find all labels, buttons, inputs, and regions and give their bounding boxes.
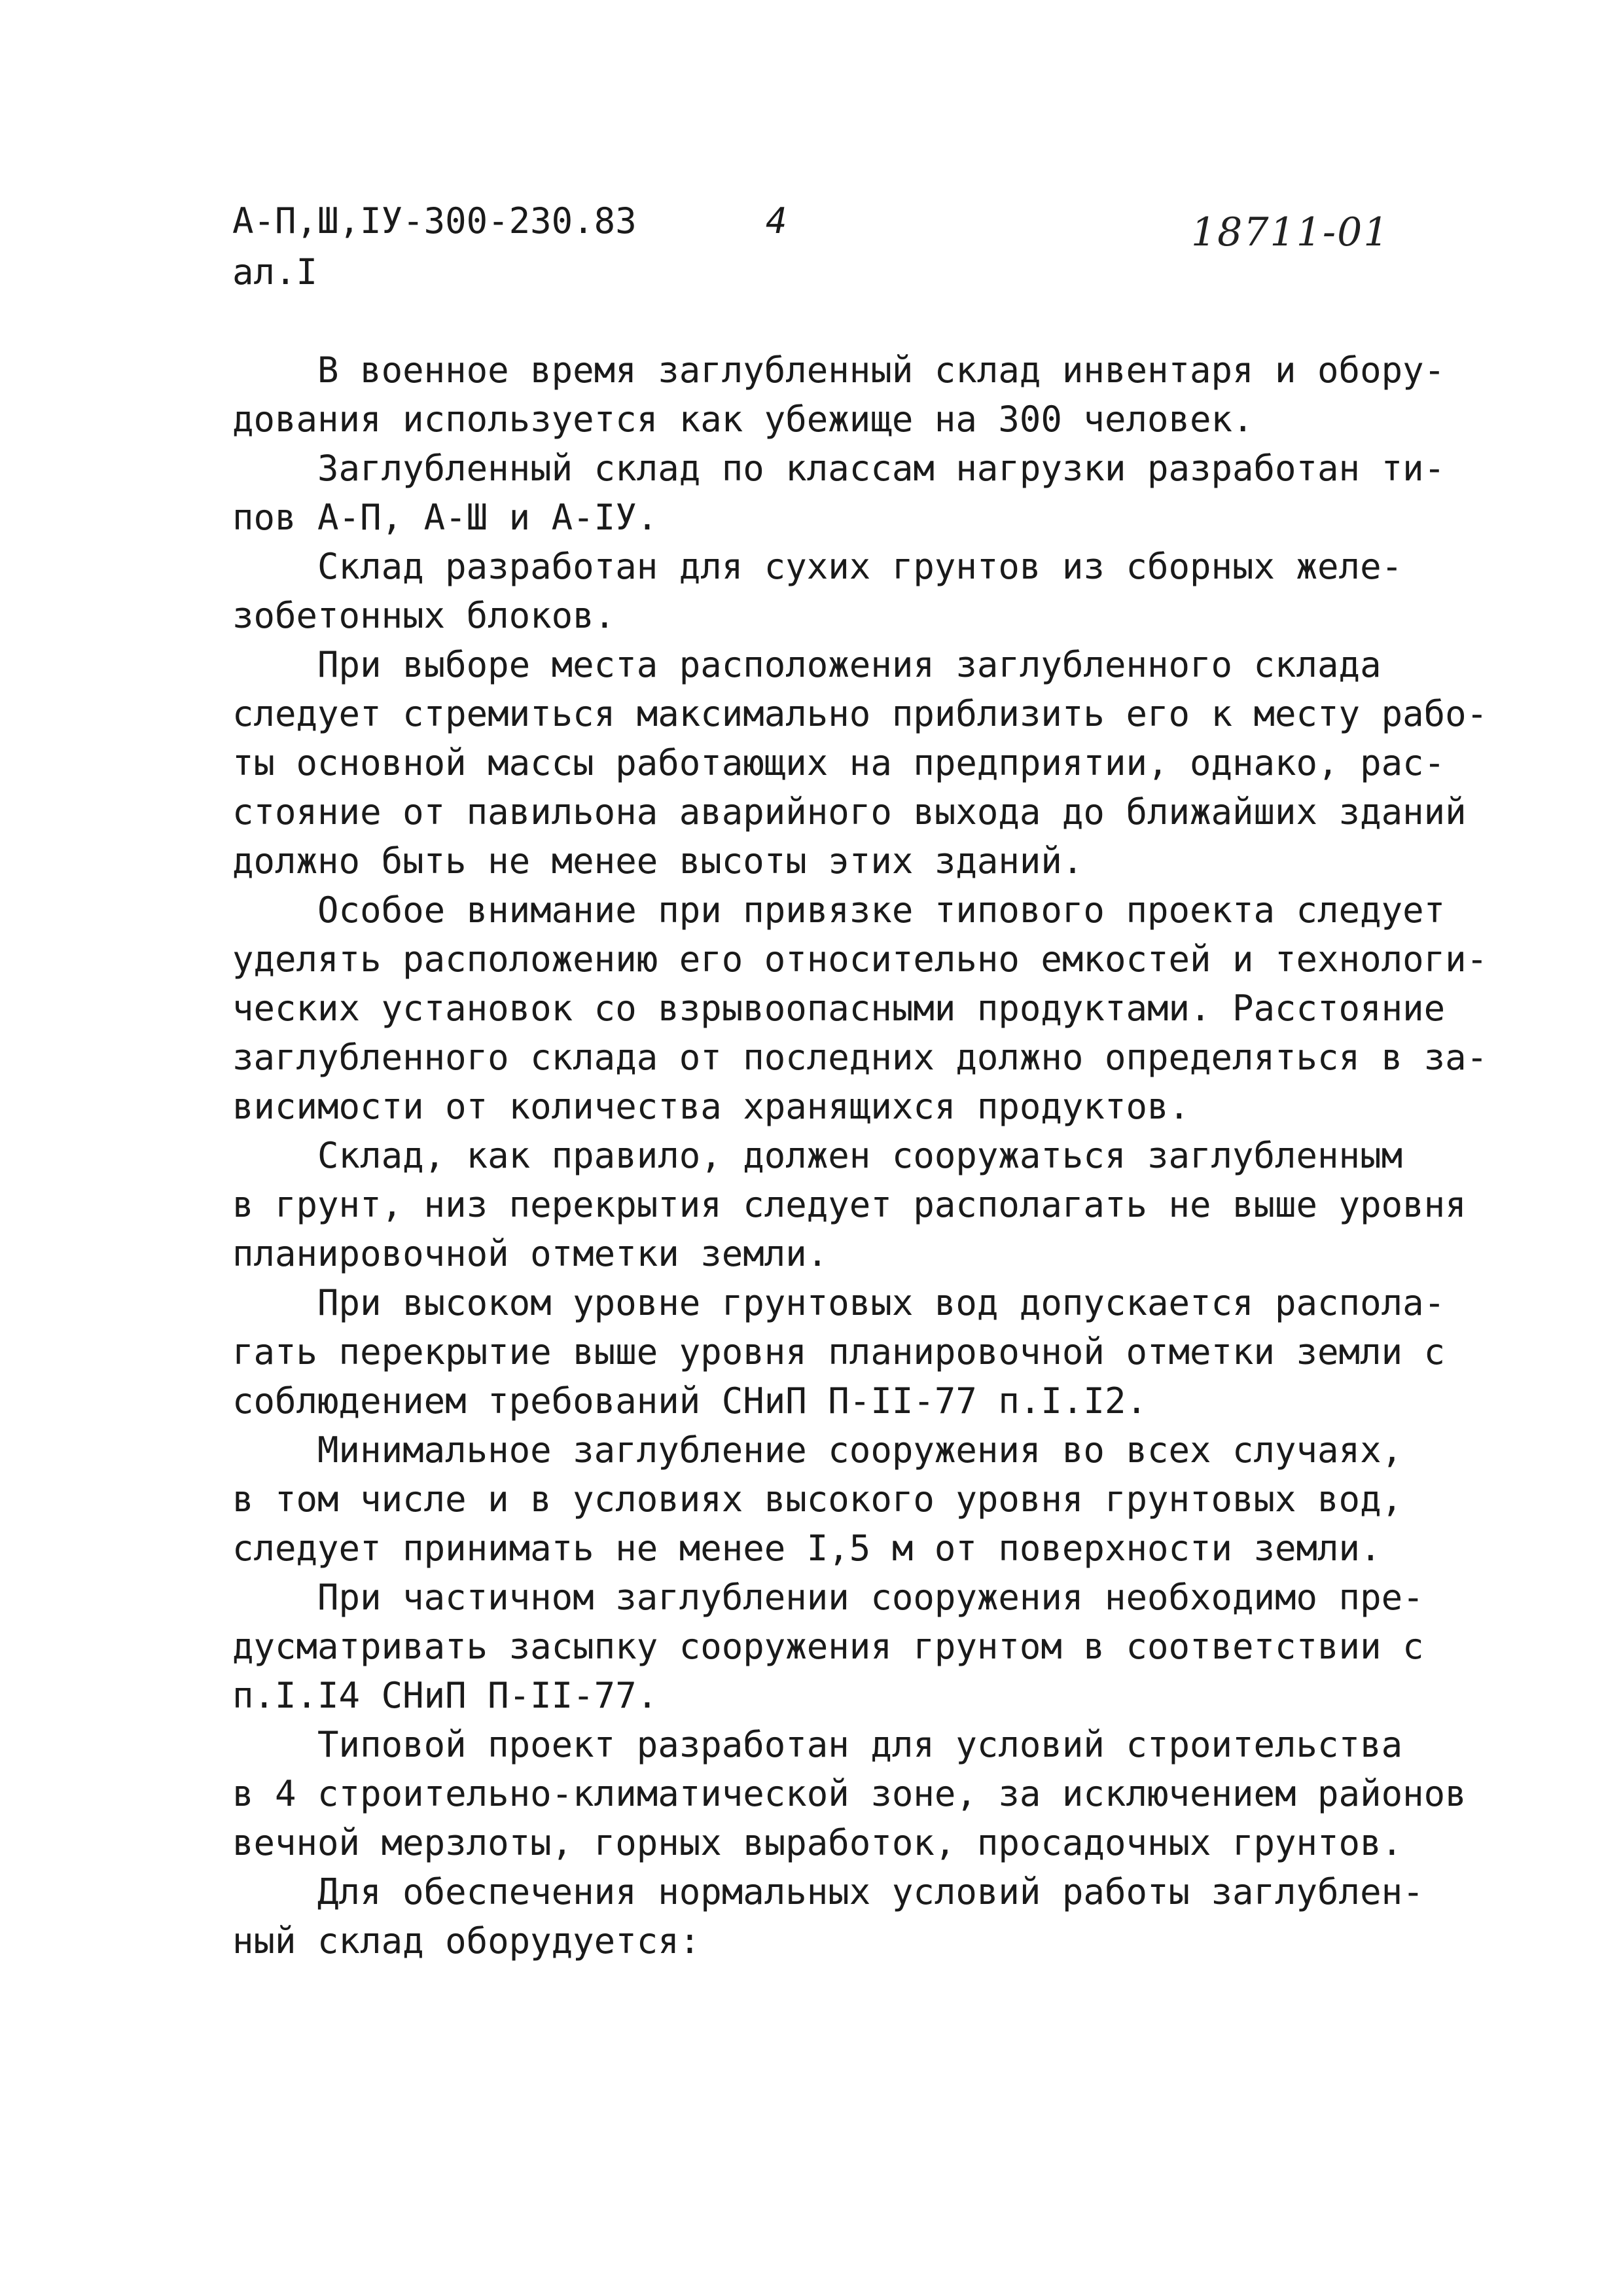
text-line: ный склад оборудуется: xyxy=(232,1920,701,1962)
text-line: зобетонных блоков. xyxy=(232,595,616,636)
text-line: должно быть не менее высоты этих зданий. xyxy=(232,840,1084,882)
project-code: А-П,Ш,IУ-300-230.83 xyxy=(232,200,637,242)
text-line: Особое внимание при привязке типового проекта следует xyxy=(232,889,1446,931)
text-line: п.I.I4 СНиП П-II-77. xyxy=(232,1675,658,1716)
text-line: Минимальное заглубление сооружения во всех случаях, xyxy=(232,1429,1403,1471)
text-line: уделять расположению его относительно емкостей и технологи- xyxy=(232,939,1488,980)
text-line: ческих установок со взрывоопасными продуктами. Расстояние xyxy=(232,988,1446,1029)
text-line: планировочной отметки земли. xyxy=(232,1233,829,1274)
text-line: висимости от количества хранящихся продуктов. xyxy=(232,1086,1190,1127)
text-line: вечной мерзлоты, горных выработок, просадочных грунтов. xyxy=(232,1822,1403,1863)
text-line: следует принимать не менее I,5 м от поверхности земли. xyxy=(232,1528,1382,1569)
sheet-label: ал.I xyxy=(232,251,318,293)
text-line: Типовой проект разработан для условий строительства xyxy=(232,1724,1403,1765)
text-line: дусматривать засыпку сооружения грунтом в соответствии с xyxy=(232,1626,1424,1667)
text-line: заглубленного склада от последних должно определяться в за- xyxy=(232,1037,1488,1078)
page-number: 4 xyxy=(766,200,787,242)
text-line: соблюдением требований СНиП П-II-77 п.I.I2. xyxy=(232,1380,1147,1422)
text-line: в грунт, низ перекрытия следует располагать не выше уровня xyxy=(232,1184,1467,1225)
text-line: дования используется как убежище на 300 человек. xyxy=(232,399,1254,440)
text-line: Для обеспечения нормальных условий работы заглублен- xyxy=(232,1871,1424,1912)
body-text xyxy=(232,346,1488,1965)
text-line: стояние от павильона аварийного выхода до ближайших зданий xyxy=(232,791,1467,833)
text-line: В военное время заглубленный склад инвентаря и обору- xyxy=(232,350,1446,391)
text-line: гать перекрытие выше уровня планировочной отметки земли с xyxy=(232,1331,1446,1372)
text-line: в 4 строительно-климатической зоне, за исключением районов xyxy=(232,1773,1467,1814)
text-line: При высоком уровне грунтовых вод допускается распола- xyxy=(232,1282,1446,1323)
text-line: ты основной массы работающих на предприятии, однако, рас- xyxy=(232,742,1446,783)
text-line: в том числе и в условиях высокого уровня грунтовых вод, xyxy=(232,1479,1403,1520)
text-line: Склад разработан для сухих грунтов из сборных желе- xyxy=(232,546,1403,587)
text-line: пов А-П, А-Ш и А-IУ. xyxy=(232,497,658,538)
text-line: следует стремиться максимально приблизить его к месту рабо- xyxy=(232,693,1488,734)
text-line: Заглубленный склад по классам нагрузки разработан ти- xyxy=(232,448,1446,489)
archive-number: 18711-01 xyxy=(1191,209,1390,255)
text-line: При выборе места расположения заглубленного склада xyxy=(232,644,1382,685)
text-line: При частичном заглублении сооружения необходимо пре- xyxy=(232,1577,1424,1618)
text-line: Склад, как правило, должен сооружаться заглубленным xyxy=(232,1135,1403,1176)
